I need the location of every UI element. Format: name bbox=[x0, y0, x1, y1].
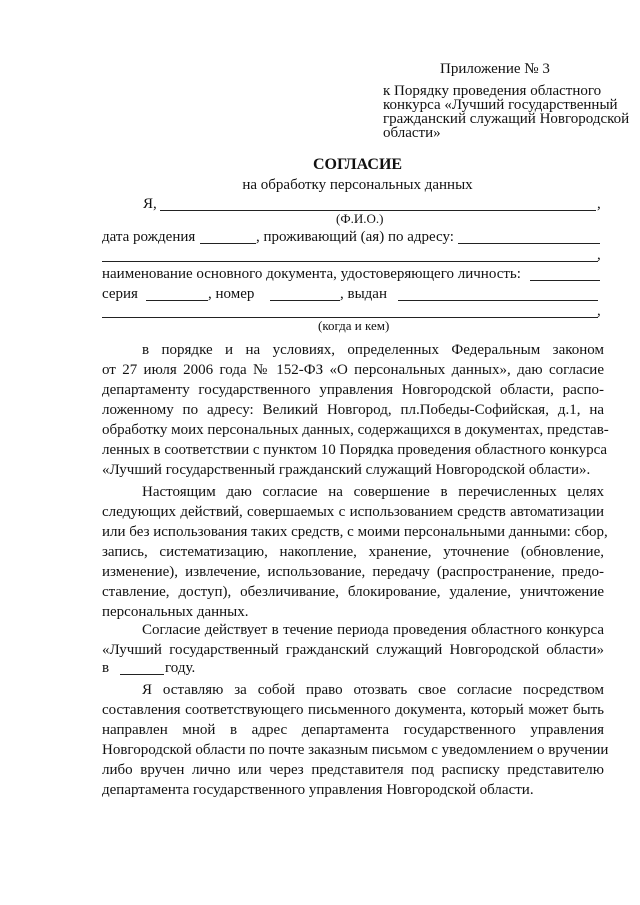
series-label: серия bbox=[102, 286, 138, 302]
document-subtitle: на обработку персональных данных bbox=[242, 177, 473, 193]
paragraph-line: следующих действий, совершаемых с использованием средств автоматизации bbox=[102, 504, 604, 520]
birth-date-field[interactable] bbox=[200, 243, 256, 244]
appendix-ref-line-3: гражданский служащий Новгородской bbox=[383, 111, 630, 127]
document-title: СОГЛАСИЕ bbox=[312, 156, 403, 173]
number-label: , номер bbox=[208, 286, 255, 302]
paragraph-line: департаменту государственного управления Новгородской области, распо- bbox=[102, 382, 604, 398]
appendix-number: Приложение № 3 bbox=[440, 61, 550, 77]
year-prefix: в bbox=[102, 660, 110, 676]
year-suffix: году. bbox=[165, 660, 196, 676]
paragraph-line: «Лучший государственный гражданский служащий Новгородской области» bbox=[102, 642, 604, 658]
paragraph-terms bbox=[102, 340, 609, 480]
paragraph-line: составления соответствующего письменного документа, который может быть bbox=[102, 702, 604, 718]
address-label: , проживающий (ая) по адресу: bbox=[256, 229, 454, 245]
paragraph-line: в порядке и на условиях, определенных Федеральным законом bbox=[142, 342, 604, 358]
paragraph-validity bbox=[102, 620, 604, 660]
issued-label: , выдан bbox=[340, 286, 387, 302]
issued-field[interactable] bbox=[398, 300, 598, 301]
paragraph-line: Я оставляю за собой право отозвать свое согласие посредством bbox=[142, 682, 604, 698]
appendix-ref-line-4: области» bbox=[383, 125, 441, 141]
i-label: Я, bbox=[143, 196, 157, 212]
paragraph-line: ложенному по адресу: Великий Новгород, пл.Победы-Софийская, д.1, на bbox=[102, 402, 604, 418]
number-field[interactable] bbox=[270, 300, 340, 301]
paragraph-line: Новгородской области по почте заказным письмом с уведомлением о вручении bbox=[102, 742, 609, 758]
paragraph-line: персональных данных. bbox=[102, 604, 249, 620]
paragraph-line: ленных в соответствии с пунктом 10 Порядка проведения областного конкурса bbox=[102, 442, 608, 458]
identity-document-label: наименование основного документа, удостоверяющего личность: bbox=[102, 266, 521, 282]
paragraph-line: Настоящим даю согласие на совершение в перечисленных целях bbox=[142, 484, 604, 500]
year-field[interactable] bbox=[120, 674, 164, 675]
paragraph-line: или без использования таких средств, с моими персональными данными: сбор, bbox=[102, 524, 608, 540]
issued-caption: (когда и кем) bbox=[318, 318, 390, 333]
issued-comma: , bbox=[597, 303, 601, 319]
paragraph-line: от 27 июля 2006 года № 152-ФЗ «О персональных данных», даю согласие bbox=[102, 362, 604, 378]
appendix-ref-line-1: к Порядку проведения областного bbox=[383, 83, 602, 99]
paragraph-line: «Лучший государственный гражданский служащий Новгородской области». bbox=[102, 462, 591, 478]
paragraph-line: запись, систематизацию, накопление, хранение, уточнение (обновление, bbox=[102, 544, 604, 560]
paragraph-line: обработку моих персональных данных, содержащихся в документах, представ- bbox=[102, 422, 609, 438]
paragraph-line: изменение), извлечение, использование, передачу (распространение, предо- bbox=[102, 564, 604, 580]
paragraph-line: Согласие действует в течение периода проведения областного конкурса bbox=[142, 622, 604, 638]
paragraph-line: ставление, доступ), обезличивание, блокирование, удаление, уничтожение bbox=[102, 584, 604, 600]
address-field-continued[interactable] bbox=[102, 261, 598, 262]
paragraph-line: либо вручен лично или через представителя под расписку представителю bbox=[102, 762, 604, 778]
paragraph-revocation bbox=[102, 680, 609, 800]
series-field[interactable] bbox=[146, 300, 208, 301]
paragraph-line: направлен мной в адрес департамента государственного управления bbox=[102, 722, 604, 738]
paragraph-line: департамента государственного управления Новгородской области. bbox=[102, 782, 534, 798]
paragraph-consent-actions bbox=[102, 482, 608, 622]
fio-caption: (Ф.И.О.) bbox=[336, 211, 384, 226]
fio-comma: , bbox=[597, 196, 601, 212]
birth-date-label: дата рождения bbox=[102, 229, 196, 245]
address-field[interactable] bbox=[458, 243, 600, 244]
identity-document-field[interactable] bbox=[530, 280, 600, 281]
appendix-ref-line-2: конкурса «Лучший государственный bbox=[383, 97, 618, 113]
address-comma: , bbox=[597, 247, 601, 263]
